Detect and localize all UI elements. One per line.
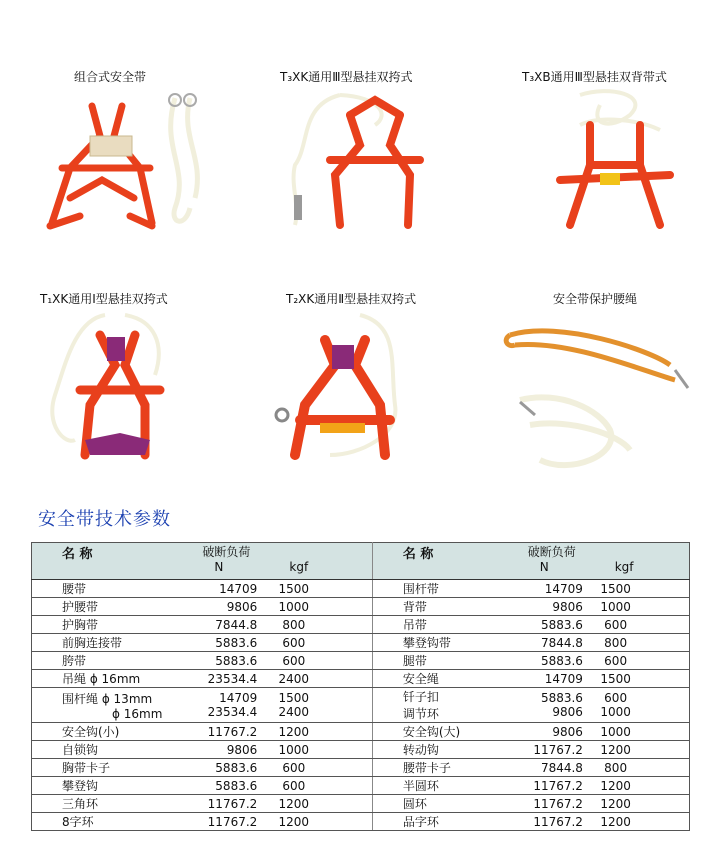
left-n-cell: 5883.6 [215,760,258,775]
right-name-cell: 围杆带 [402,582,439,596]
right-name-cell: 安全钩(大) [402,725,461,739]
right-n-cell: 5883.6 [540,653,583,668]
left-name-cell: 胸带卡子 [62,761,111,775]
left-n-cell: 5883.6 [215,635,258,650]
left-kgf-cell: 800 [282,617,306,632]
right-kgf-cell: 800 [604,760,628,775]
caption-combination: 组合式安全带 [74,70,147,84]
left-n-cell: 5883.6 [215,653,258,668]
left-name-cell: 围杆绳 ϕ 13mm [62,691,153,706]
table-row [32,580,690,598]
header-load-right: 破断负荷 [527,545,576,559]
caption-waist-rope: 安全带保护腰绳 [553,292,638,306]
section-title: 安全带技术参数 [38,509,171,530]
left-kgf-cell: 600 [282,635,306,650]
header-unit-n-right: N [539,560,549,574]
right-kgf-cell: 1200 [600,814,631,829]
header-load-left: 破断负荷 [202,545,251,559]
harness-txk1-image [45,305,195,475]
right-n-cell: 11767.2 [533,796,583,811]
left-kgf2-cell: 2400 [278,705,310,719]
left-name-cell: 攀登钩 [62,779,99,793]
right-name-cell: 品字环 [402,815,439,829]
table-row [32,795,690,813]
right-name2-cell: 调节环 [402,707,439,721]
right-name-cell: 转动钩 [402,743,439,757]
right-kgf-cell: 1200 [600,742,631,757]
right-n-cell: 9806 [552,724,583,739]
left-kgf-cell: 1000 [278,599,310,614]
left-n-cell: 14709 [219,691,258,705]
right-n-cell: 5883.6 [540,617,583,632]
waist-rope-image [500,310,695,480]
header-name-left: 名 称 [62,547,93,562]
right-kgf-cell: 1000 [600,599,631,614]
right-name-cell: 背带 [402,600,427,614]
right-name-cell: 攀登钩带 [402,636,451,650]
left-kgf-cell: 1200 [278,724,310,739]
right-kgf-cell: 1500 [600,671,631,686]
right-n-cell: 14709 [544,671,583,686]
table-row [32,616,690,634]
caption-txk3: T₃XK通用Ⅲ型悬挂双挎式 [280,70,413,84]
header-unit-n-left: N [214,560,224,574]
left-kgf-cell: 1200 [278,814,310,829]
table-row [32,688,690,723]
right-kgf-cell: 600 [604,653,628,668]
table-row [32,598,690,616]
right-name-cell: 腿带 [402,654,427,668]
right-n-cell: 7844.8 [540,760,583,775]
left-n2-cell: 23534.4 [207,705,258,719]
right-name-cell: 安全绳 [402,672,439,686]
left-kgf-cell: 1500 [278,581,310,596]
right-kgf-cell: 1200 [600,778,631,793]
left-n-cell: 11767.2 [207,724,258,739]
caption-txb3: T₃XB通用Ⅲ型悬挂双背带式 [522,70,667,84]
left-name-cell: 护腰带 [62,600,99,614]
right-name-cell: 半圆环 [402,779,439,793]
right-n-cell: 9806 [552,599,583,614]
right-n-cell: 11767.2 [533,814,583,829]
harness-txk2-image [270,305,440,485]
table-row [32,634,690,652]
left-n-cell: 5883.6 [215,778,258,793]
left-n-cell: 23534.4 [207,671,258,686]
left-name2-cell: ϕ 16mm [112,706,163,721]
right-n-cell: 5883.6 [540,691,583,705]
right-name-cell: 钎子扣 [402,690,439,704]
left-kgf-cell: 600 [282,760,306,775]
left-name-cell: 自锁钩 [62,743,99,757]
left-name-cell: 腰带 [62,582,87,596]
right-name-cell: 吊带 [402,618,427,632]
left-kgf-cell: 600 [282,778,306,793]
harness-txk3-image [280,85,455,235]
table-row [32,652,690,670]
right-kgf2-cell: 1000 [600,705,631,719]
right-n-cell: 11767.2 [533,742,583,757]
table-row [32,813,690,831]
left-n-cell: 9806 [226,599,258,614]
left-n-cell: 9806 [226,742,258,757]
left-kgf-cell: 1000 [278,742,310,757]
left-name-cell: 8字环 [62,815,94,829]
right-n-cell: 14709 [544,581,583,596]
left-n-cell: 11767.2 [207,796,258,811]
left-name-cell: 吊绳 ϕ 16mm [62,672,141,686]
right-n-cell: 11767.2 [533,778,583,793]
right-kgf-cell: 1200 [600,796,631,811]
caption-txk2: T₂XK通用Ⅱ型悬挂双挎式 [286,292,417,306]
left-n-cell: 7844.8 [215,617,258,632]
right-kgf-cell: 600 [604,617,628,632]
right-name-cell: 腰带卡子 [402,761,451,775]
right-name-cell: 圆环 [402,797,427,811]
header-unit-kgf-right: kgf [614,560,634,574]
table-row [32,670,690,688]
left-name-cell: 胯带 [62,654,87,668]
left-name-cell: 安全钩(小) [62,725,120,739]
right-kgf-cell: 1500 [600,581,631,596]
right-n-cell: 7844.8 [540,635,583,650]
header-unit-kgf-left: kgf [289,560,309,574]
left-kgf-cell: 1200 [278,796,310,811]
left-n-cell: 14709 [219,581,258,596]
header-name-right: 名 称 [402,547,434,562]
right-kgf-cell: 600 [604,691,628,705]
left-name-cell: 护胸带 [62,618,99,632]
table-row [32,759,690,777]
harness-combination-image [40,88,220,238]
right-n2-cell: 9806 [552,705,583,719]
right-kgf-cell: 1000 [600,724,631,739]
right-kgf-cell: 800 [604,635,628,650]
caption-txk1: T₁XK通用Ⅰ型悬挂双挎式 [40,292,168,306]
left-name-cell: 前胸连接带 [62,636,123,650]
left-kgf-cell: 1500 [278,691,310,705]
spec-table [31,542,690,831]
left-name-cell: 三角环 [62,797,99,811]
table-row [32,741,690,759]
table-row [32,777,690,795]
left-kgf-cell: 2400 [278,671,310,686]
harness-txb3-image [550,85,700,245]
table-header [32,543,690,580]
table-row [32,723,690,741]
left-n-cell: 11767.2 [207,814,258,829]
left-kgf-cell: 600 [282,653,306,668]
